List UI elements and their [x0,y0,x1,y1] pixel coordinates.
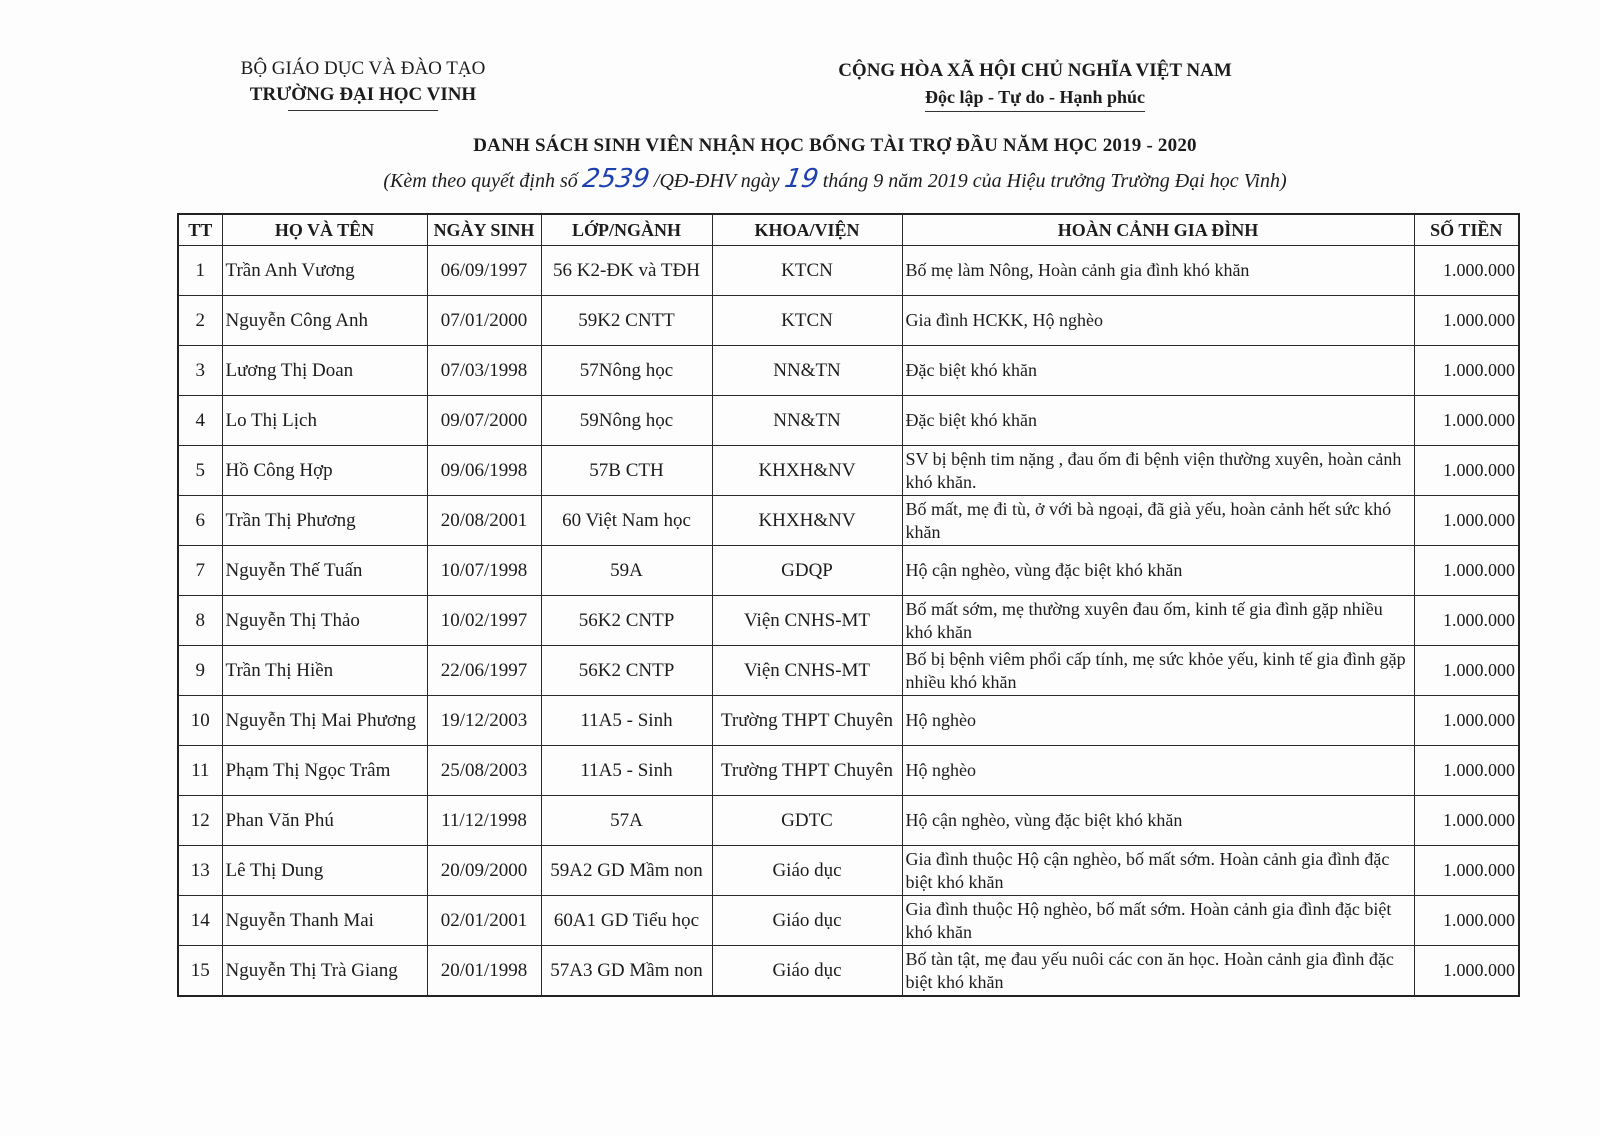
cell-amount: 1.000.000 [1414,346,1519,396]
cell-tt: 7 [178,546,222,596]
cell-tt: 3 [178,346,222,396]
cell-circumstance: Bố mất sớm, mẹ thường xuyên đau ốm, kinh tế gia đình gặp nhiều khó khăn [902,596,1414,646]
cell-tt: 8 [178,596,222,646]
cell-faculty: KHXH&NV [712,446,902,496]
table-header-row [178,214,1519,246]
cell-tt: 12 [178,796,222,846]
cell-circumstance: Bố mất, mẹ đi tù, ở với bà ngoại, đã già yếu, hoàn cảnh hết sức khó khăn [902,496,1414,546]
subtitle-part-2: /QĐ-ĐHV ngày [648,170,785,192]
cell-name: Phạm Thị Ngọc Trâm [222,746,427,796]
cell-dob: 07/01/2000 [427,296,541,346]
cell-amount: 1.000.000 [1414,496,1519,546]
cell-faculty: KHXH&NV [712,496,902,546]
cell-faculty: GDQP [712,546,902,596]
document-title: DANH SÁCH SINH VIÊN NHẬN HỌC BỔNG TÀI TRỢ ĐẦU NĂM HỌC 2019 - 2020 [473,135,1197,156]
cell-amount: 1.000.000 [1414,796,1519,846]
table-row [178,396,1519,446]
cell-amount: 1.000.000 [1414,896,1519,946]
cell-class: 11A5 - Sinh [541,696,712,746]
cell-tt: 9 [178,646,222,696]
cell-name: Lương Thị Doan [222,346,427,396]
cell-tt: 10 [178,696,222,746]
cell-circumstance: Gia đình HCKK, Hộ nghèo [902,296,1414,346]
cell-circumstance: Bố tàn tật, mẹ đau yếu nuôi các con ăn học. Hoàn cảnh gia đình đặc biệt khó khăn [902,946,1414,997]
cell-name: Nguyễn Thị Trà Giang [222,946,427,997]
cell-amount: 1.000.000 [1414,246,1519,296]
cell-class: 60 Việt Nam học [541,496,712,546]
cell-faculty: KTCN [712,246,902,296]
cell-class: 57A [541,796,712,846]
table-row [178,496,1519,546]
cell-dob: 07/03/1998 [427,346,541,396]
table-row [178,946,1519,997]
cell-tt: 15 [178,946,222,997]
col-header-faculty: KHOA/VIỆN [712,214,902,246]
table-row [178,896,1519,946]
cell-name: Phan Văn Phú [222,796,427,846]
cell-circumstance: Hộ nghèo [902,696,1414,746]
document-subtitle [0,164,1600,194]
cell-faculty: NN&TN [712,346,902,396]
cell-circumstance: Gia đình thuộc Hộ cận nghèo, bố mất sớm. Hoàn cảnh gia đình đặc biệt khó khăn [902,846,1414,896]
col-header-dob: NGÀY SINH [427,214,541,246]
cell-class: 59K2 CNTT [541,296,712,346]
table-row [178,696,1519,746]
cell-tt: 13 [178,846,222,896]
cell-amount: 1.000.000 [1414,746,1519,796]
cell-class: 56K2 CNTP [541,646,712,696]
cell-faculty: Giáo dục [712,896,902,946]
cell-tt: 2 [178,296,222,346]
cell-class: 11A5 - Sinh [541,746,712,796]
cell-class: 56K2 CNTP [541,596,712,646]
cell-name: Nguyễn Thanh Mai [222,896,427,946]
cell-dob: 02/01/2001 [427,896,541,946]
cell-name: Trần Anh Vương [222,246,427,296]
col-header-tt: TT [178,214,222,246]
cell-amount: 1.000.000 [1414,546,1519,596]
cell-dob: 19/12/2003 [427,696,541,746]
cell-amount: 1.000.000 [1414,846,1519,896]
col-header-circumstance: HOÀN CẢNH GIA ĐÌNH [902,214,1414,246]
cell-name: Nguyễn Thế Tuấn [222,546,427,596]
cell-tt: 14 [178,896,222,946]
cell-dob: 20/09/2000 [427,846,541,896]
table-row [178,596,1519,646]
cell-class: 56 K2-ĐK và TĐH [541,246,712,296]
cell-amount: 1.000.000 [1414,646,1519,696]
cell-dob: 10/02/1997 [427,596,541,646]
table-row [178,346,1519,396]
cell-amount: 1.000.000 [1414,446,1519,496]
cell-circumstance: SV bị bệnh tim nặng , đau ốm đi bệnh viện thường xuyên, hoàn cảnh khó khăn. [902,446,1414,496]
header-underline [288,110,438,111]
cell-name: Hồ Công Hợp [222,446,427,496]
cell-class: 60A1 GD Tiểu học [541,896,712,946]
cell-dob: 09/07/2000 [427,396,541,446]
cell-name: Lo Thị Lịch [222,396,427,446]
decision-day: 19 [782,164,821,194]
table-row [178,446,1519,496]
cell-faculty: Viện CNHS-MT [712,596,902,646]
cell-circumstance: Hộ cận nghèo, vùng đặc biệt khó khăn [902,546,1414,596]
col-header-class: LỚP/NGÀNH [541,214,712,246]
cell-faculty: Trường THPT Chuyên [712,746,902,796]
national-motto: Độc lập - Tự do - Hạnh phúc [925,84,1145,112]
cell-name: Nguyễn Thị Mai Phương [222,696,427,746]
cell-class: 59Nông học [541,396,712,446]
cell-class: 59A2 GD Mầm non [541,846,712,896]
cell-circumstance: Gia đình thuộc Hộ nghèo, bố mất sớm. Hoàn cảnh gia đình đặc biệt khó khăn [902,896,1414,946]
cell-amount: 1.000.000 [1414,596,1519,646]
cell-circumstance: Đặc biệt khó khăn [902,346,1414,396]
table-row [178,246,1519,296]
cell-faculty: Giáo dục [712,946,902,997]
cell-class: 59A [541,546,712,596]
cell-circumstance: Hộ nghèo [902,746,1414,796]
cell-tt: 11 [178,746,222,796]
table-row [178,646,1519,696]
table-row [178,296,1519,346]
cell-faculty: NN&TN [712,396,902,446]
cell-class: 57Nông học [541,346,712,396]
cell-dob: 06/09/1997 [427,246,541,296]
cell-faculty: GDTC [712,796,902,846]
table-row [178,796,1519,846]
cell-dob: 09/06/1998 [427,446,541,496]
table-row [178,846,1519,896]
cell-faculty: Giáo dục [712,846,902,896]
subtitle-part-1: (Kèm theo quyết định số [383,170,583,192]
cell-amount: 1.000.000 [1414,296,1519,346]
col-header-amount: SỐ TIỀN [1414,214,1519,246]
cell-amount: 1.000.000 [1414,396,1519,446]
col-header-name: HỌ VÀ TÊN [222,214,427,246]
subtitle-part-3: tháng 9 năm 2019 của Hiệu trưởng Trường Đại học Vinh) [817,170,1287,192]
cell-tt: 4 [178,396,222,446]
cell-faculty: KTCN [712,296,902,346]
issuer-header [218,56,508,111]
national-header [760,58,1310,112]
decision-number: 2539 [580,164,652,194]
cell-amount: 1.000.000 [1414,696,1519,746]
cell-name: Trần Thị Hiền [222,646,427,696]
table-row [178,746,1519,796]
cell-name: Nguyễn Công Anh [222,296,427,346]
cell-dob: 22/06/1997 [427,646,541,696]
cell-class: 57B CTH [541,446,712,496]
cell-circumstance: Bố bị bệnh viêm phổi cấp tính, mẹ sức khỏe yếu, kinh tế gia đình gặp nhiều khó khăn [902,646,1414,696]
cell-amount: 1.000.000 [1414,946,1519,997]
cell-name: Nguyễn Thị Thảo [222,596,427,646]
ministry-name: BỘ GIÁO DỤC VÀ ĐÀO TẠO [240,58,486,79]
cell-faculty: Trường THPT Chuyên [712,696,902,746]
cell-faculty: Viện CNHS-MT [712,646,902,696]
cell-tt: 6 [178,496,222,546]
cell-class: 57A3 GD Mầm non [541,946,712,997]
cell-name: Lê Thị Dung [222,846,427,896]
cell-tt: 5 [178,446,222,496]
cell-dob: 10/07/1998 [427,546,541,596]
cell-dob: 20/08/2001 [427,496,541,546]
cell-circumstance: Đặc biệt khó khăn [902,396,1414,446]
cell-name: Trần Thị Phương [222,496,427,546]
cell-dob: 20/01/1998 [427,946,541,997]
cell-dob: 11/12/1998 [427,796,541,846]
country-name: CỘNG HÒA XÃ HỘI CHỦ NGHĨA VIỆT NAM [838,60,1232,81]
scholarship-table [177,213,1520,997]
cell-circumstance: Bố mẹ làm Nông, Hoàn cảnh gia đình khó khăn [902,246,1414,296]
cell-dob: 25/08/2003 [427,746,541,796]
table-row [178,546,1519,596]
cell-tt: 1 [178,246,222,296]
cell-circumstance: Hộ cận nghèo, vùng đặc biệt khó khăn [902,796,1414,846]
university-name: TRƯỜNG ĐẠI HỌC VINH [249,84,477,105]
